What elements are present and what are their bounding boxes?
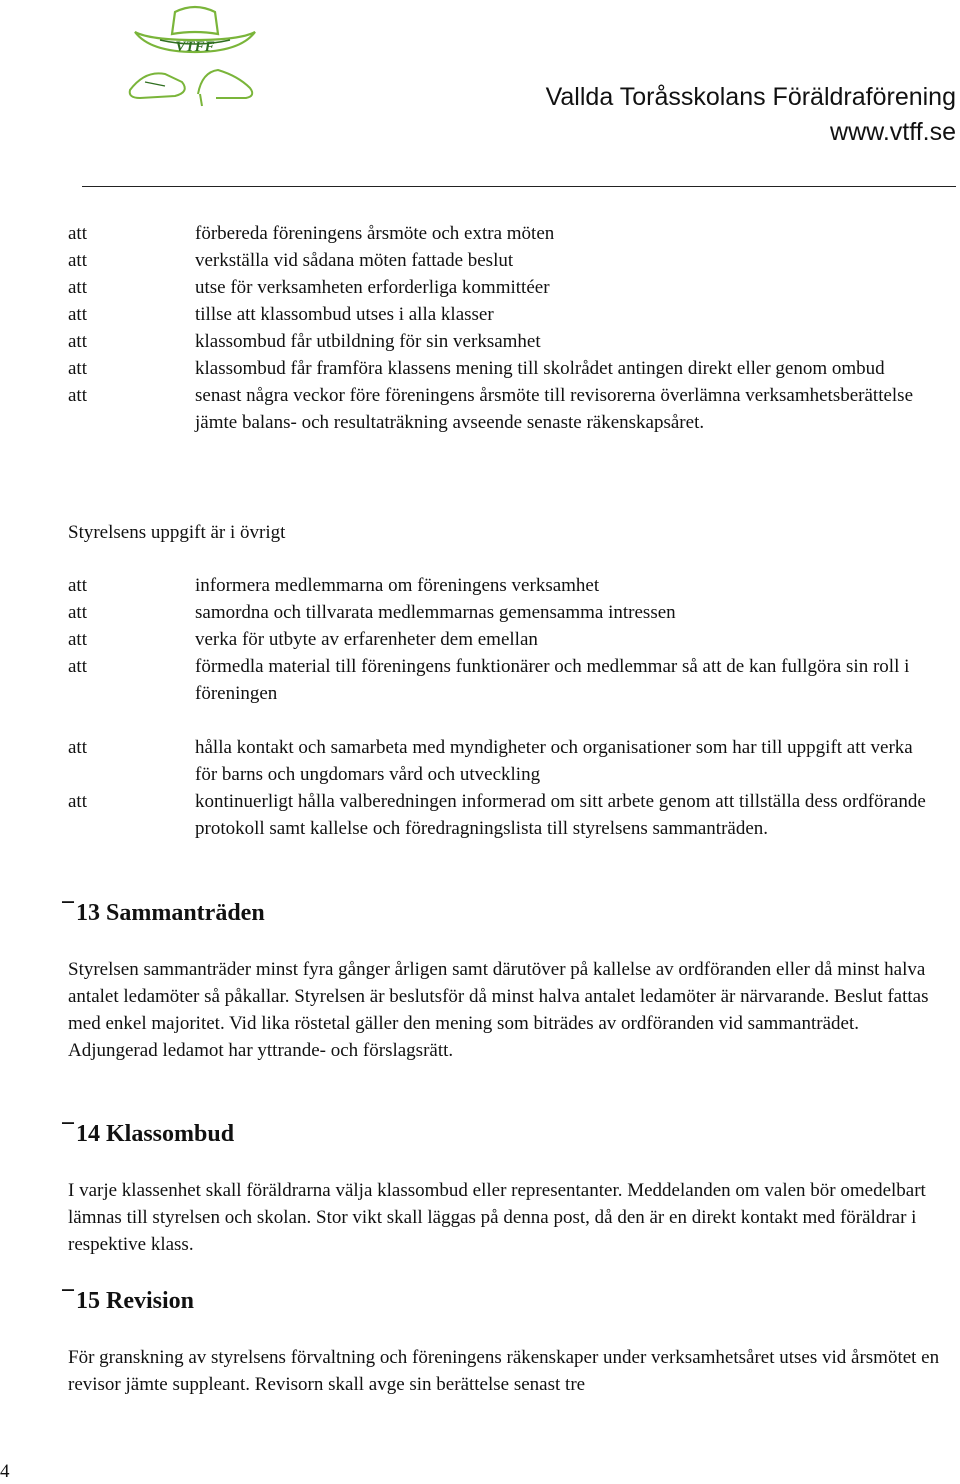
other-duties-list <box>68 572 938 707</box>
list-item: att verkställa vid sådana möten fattade beslut <box>68 250 514 271</box>
section-heading-14: 14 Klassombud <box>76 1121 235 1147</box>
header-divider <box>82 186 956 187</box>
section-body-14: I varje klassenhet skall föräldrarna välja klassombud eller representanter. Meddelanden om valen bör omedelbart lämnas till styrelsen och skolan. Stor vikt skall läggas på denna post, då den är en direkt kontakt med föräldrar i respektive klass. <box>68 1180 926 1255</box>
list-item: att tillse att klassombud utses i alla klasser <box>68 304 494 325</box>
section-body-15: För granskning av styrelsens förvaltning och föreningens räkenskaper under verksamhetsåret utses vid årsmötet en revisor jämte suppleant. Revisorn skall avge sin berättelse senast tre <box>68 1347 940 1395</box>
list-item: att samordna och tillvarata medlemmarnas gemensamma intressen <box>68 602 676 623</box>
list-item: att verka för utbyte av erfarenheter dem emellan <box>68 629 538 650</box>
list-item: att hålla kontakt och samarbeta med myndigheter och organisationer som har till uppgift att verka för barns och ungdomars vård och utveckling <box>68 737 913 785</box>
contact-duties-list <box>68 734 938 842</box>
list-item: att utse för verksamheten erforderliga kommittéer <box>68 277 550 298</box>
list-item: att klassombud får utbildning för sin verksamhet <box>68 331 541 352</box>
list-item: att informera medlemmarna om föreningens verksamhet <box>68 575 600 596</box>
org-name: Vallda Toråsskolans Föräldraförening <box>545 83 956 111</box>
styrelsens-intro: Styrelsens uppgift är i övrigt <box>68 522 286 543</box>
section-heading-13: 13 Sammanträden <box>76 900 265 926</box>
svg-text:VTFF: VTFF <box>175 39 215 55</box>
page-header <box>546 80 956 150</box>
page-number: 4 <box>0 1461 10 1482</box>
section-body-13: Styrelsen sammanträder minst fyra gånger årligen samt därutöver på kallelse av ordföranden eller då minst halva antalet ledamöter så påkallar. Styrelsen är beslutsför då minst halva antalet ledamöter är närvarande. Beslut fattas med enkel majoritet. Vid lika röstetal gäller den mening som biträdes av ordföranden vid sammanträdet. Adjungerad ledamot har yttrande- och förslagsrätt. <box>68 959 929 1061</box>
list-item: att förmedla material till föreningens funktionärer och medlemmar så att de kan fullgöra sin roll i föreningen <box>68 656 910 704</box>
list-item: att kontinuerligt hålla valberedningen informerad om sitt arbete genom att tillställa dess ordförande protokoll samt kallelse och föredragningslista till styrelsens sammanträden. <box>68 791 926 839</box>
list-item: att klassombud får framföra klassens mening till skolrådet antingen direkt eller genom ombud <box>68 358 885 379</box>
list-item: att förbereda föreningens årsmöte och extra möten <box>68 223 555 244</box>
section-heading-15: 15 Revision <box>76 1288 195 1314</box>
duties-list <box>68 220 938 436</box>
list-item: att senast några veckor före föreningens årsmöte till revisorerna överlämna verksamhetsberättelse jämte balans- och resultaträkning avseende senaste räkenskapsåret. <box>68 385 914 433</box>
vtff-logo <box>120 2 270 112</box>
website-link[interactable]: www.vtff.se <box>830 118 956 146</box>
